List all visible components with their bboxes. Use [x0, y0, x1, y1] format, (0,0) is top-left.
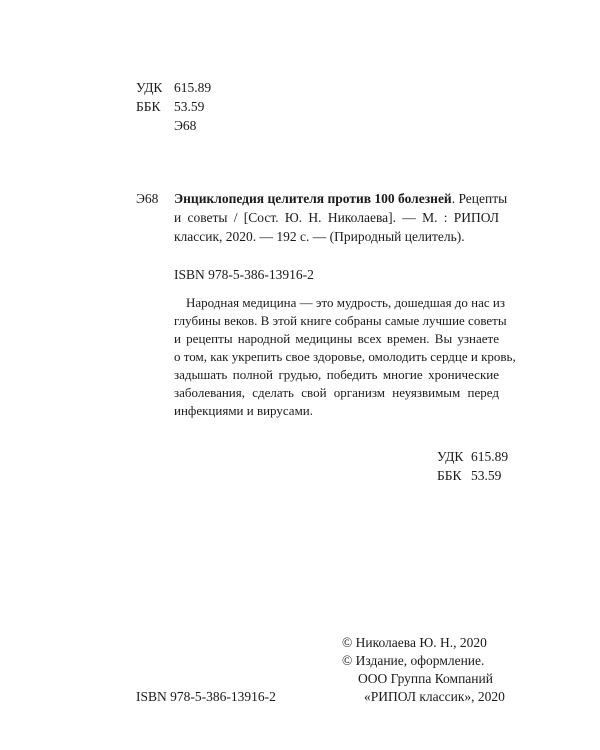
annotation-line: глубины веков. В этой книге собраны самые лучшие советы [174, 313, 507, 328]
bbk-label: ББК [136, 99, 161, 114]
udk-value: 615.89 [471, 449, 509, 464]
bbk-code-top [136, 99, 204, 115]
copyright-publisher-name: «РИПОЛ классик», 2020 [364, 689, 505, 704]
udk-code-right [437, 449, 508, 465]
record-line-3: классик, 2020. — 192 с. — (Природный целитель). [174, 229, 465, 244]
book-title: Энциклопедия целителя против 100 болезней [174, 191, 452, 206]
isbn-bottom: ISBN 978-5-386-13916-2 [136, 689, 276, 704]
copyright-publisher: ООО Группа Компаний [358, 671, 493, 686]
annotation-line: о том, как укрепить свое здоровье, омолодить сердце и кровь, [174, 349, 516, 364]
record-line-1-rest: . Рецепты [451, 191, 508, 206]
annotation-line: Народная медицина — это мудрость, дошедшая до нас из [186, 295, 506, 310]
annotation-line: заболевания, сделать свой организм неуязвимым перед [174, 385, 499, 400]
udk-code-top [136, 80, 211, 96]
bbk-label: ББК [437, 468, 462, 483]
bbk-value: 53.59 [174, 99, 205, 114]
annotation-line: инфекциями и вирусами. [174, 403, 314, 418]
udk-label: УДК [437, 449, 464, 464]
annotation-line: задышать полной грудью, победить многие хронические [174, 367, 499, 382]
udk-label: УДК [136, 80, 163, 95]
record-line-1 [174, 191, 508, 207]
isbn-record: ISBN 978-5-386-13916-2 [174, 267, 314, 282]
copyright-edition: © Издание, оформление. [342, 653, 485, 668]
record-line-2: и советы / [Сост. Ю. Н. Николаева]. — М. : РИПОЛ [174, 210, 499, 225]
bbk-code-right [437, 468, 501, 484]
author-mark-top: Э68 [174, 118, 197, 133]
annotation-line: и рецепты народной медицины всех времен. Вы узнаете [174, 331, 499, 346]
author-mark-record: Э68 [136, 191, 159, 206]
bbk-value: 53.59 [471, 468, 502, 483]
udk-value: 615.89 [174, 80, 212, 95]
copyright-author: © Николаева Ю. Н., 2020 [342, 635, 487, 650]
